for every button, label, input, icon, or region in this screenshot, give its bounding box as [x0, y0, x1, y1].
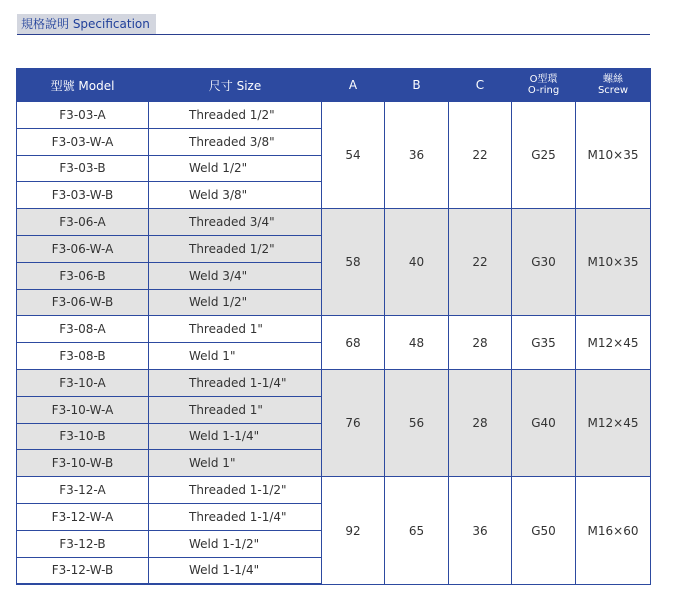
- size-cell: Weld 3/8": [149, 182, 322, 209]
- header-c: C: [449, 69, 512, 102]
- group-f3-06: [17, 209, 651, 316]
- model-cell: F3-06-B: [17, 262, 149, 289]
- model-cell: F3-10-A: [17, 369, 149, 396]
- table-row: [17, 102, 651, 129]
- header-size: 尺寸 Size: [149, 69, 322, 102]
- size-cell: Weld 3/4": [149, 262, 322, 289]
- title-divider: [17, 34, 650, 35]
- size-cell: Weld 1": [149, 450, 322, 477]
- size-cell: Weld 1": [149, 343, 322, 370]
- dim-b-cell: 65: [385, 477, 449, 585]
- oring-cell: G50: [512, 477, 576, 585]
- model-cell: F3-06-W-A: [17, 235, 149, 262]
- model-cell: F3-12-B: [17, 530, 149, 557]
- header-model: 型號 Model: [17, 69, 149, 102]
- dim-a-cell: 76: [322, 369, 385, 476]
- model-cell: F3-10-B: [17, 423, 149, 450]
- oring-cell: G40: [512, 369, 576, 476]
- model-cell: F3-03-B: [17, 155, 149, 182]
- screw-cell: M12×45: [576, 316, 651, 370]
- header-screw-en: Screw: [597, 85, 629, 96]
- oring-cell: G25: [512, 102, 576, 209]
- size-cell: Weld 1/2": [149, 289, 322, 316]
- dim-c-cell: 22: [449, 209, 512, 316]
- model-cell: F3-03-W-B: [17, 182, 149, 209]
- screw-cell: M12×45: [576, 369, 651, 476]
- table-row: [17, 316, 651, 343]
- header-oring: [512, 69, 576, 102]
- dim-a-cell: 58: [322, 209, 385, 316]
- table-row: [17, 209, 651, 236]
- dim-b-cell: 48: [385, 316, 449, 370]
- table-header-row: [17, 69, 651, 102]
- header-oring-en: O-ring: [527, 85, 560, 96]
- model-cell: F3-08-A: [17, 316, 149, 343]
- size-cell: Threaded 1/2": [149, 102, 322, 129]
- size-cell: Weld 1-1/4": [149, 423, 322, 450]
- size-cell: Threaded 1-1/2": [149, 477, 322, 504]
- size-cell: Threaded 1-1/4": [149, 503, 322, 530]
- dim-c-cell: 28: [449, 369, 512, 476]
- size-cell: Weld 1/2": [149, 155, 322, 182]
- header-screw: [576, 69, 651, 102]
- screw-cell: M10×35: [576, 209, 651, 316]
- table-row: [17, 477, 651, 504]
- dim-c-cell: 28: [449, 316, 512, 370]
- dim-a-cell: 92: [322, 477, 385, 585]
- size-cell: Threaded 1": [149, 316, 322, 343]
- size-cell: Weld 1-1/4": [149, 557, 322, 584]
- group-f3-08: [17, 316, 651, 370]
- model-cell: F3-03-A: [17, 102, 149, 129]
- header-screw-cn: 螺絲: [603, 74, 623, 85]
- model-cell: F3-06-W-B: [17, 289, 149, 316]
- table-row: [17, 369, 651, 396]
- dim-b-cell: 56: [385, 369, 449, 476]
- size-cell: Threaded 1/2": [149, 235, 322, 262]
- group-f3-12: [17, 477, 651, 585]
- model-cell: F3-06-A: [17, 209, 149, 236]
- size-cell: Threaded 3/4": [149, 209, 322, 236]
- screw-cell: M10×35: [576, 102, 651, 209]
- dim-b-cell: 40: [385, 209, 449, 316]
- model-cell: F3-12-W-B: [17, 557, 149, 584]
- model-cell: F3-08-B: [17, 343, 149, 370]
- dim-c-cell: 36: [449, 477, 512, 585]
- dim-b-cell: 36: [385, 102, 449, 209]
- header-b: B: [385, 69, 449, 102]
- spec-table: [16, 68, 651, 585]
- group-f3-03: [17, 102, 651, 209]
- size-cell: Threaded 1": [149, 396, 322, 423]
- dim-a-cell: 68: [322, 316, 385, 370]
- size-cell: Threaded 1-1/4": [149, 369, 322, 396]
- section-title: 規格說明 Specification: [17, 14, 156, 34]
- model-cell: F3-03-W-A: [17, 128, 149, 155]
- oring-cell: G30: [512, 209, 576, 316]
- dim-a-cell: 54: [322, 102, 385, 209]
- header-oring-cn: O型環: [529, 74, 558, 85]
- model-cell: F3-10-W-B: [17, 450, 149, 477]
- header-a: A: [322, 69, 385, 102]
- screw-cell: M16×60: [576, 477, 651, 585]
- model-cell: F3-10-W-A: [17, 396, 149, 423]
- model-cell: F3-12-A: [17, 477, 149, 504]
- size-cell: Threaded 3/8": [149, 128, 322, 155]
- size-cell: Weld 1-1/2": [149, 530, 322, 557]
- dim-c-cell: 22: [449, 102, 512, 209]
- model-cell: F3-12-W-A: [17, 503, 149, 530]
- oring-cell: G35: [512, 316, 576, 370]
- group-f3-10: [17, 369, 651, 476]
